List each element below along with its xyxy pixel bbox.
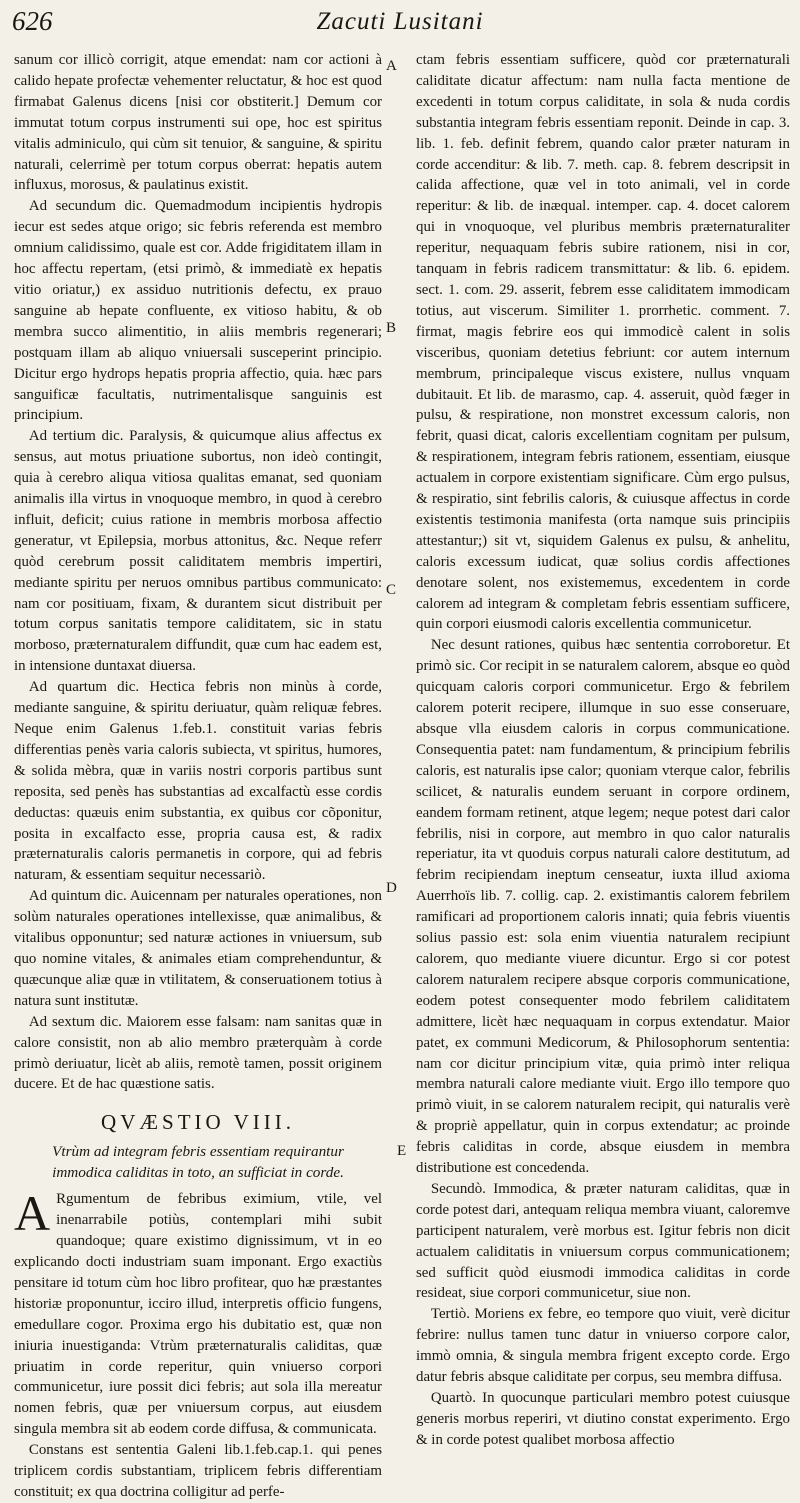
paragraph <box>14 1185 382 1440</box>
paragraph: ctam febris essentiam sufficere, quòd cor præternaturali caliditate dicatur affectum: nam nulla facta mentione de excedenti in totum corpus caliditate, in sola & nuda cordis substantia integram febris essentiam reponit. Deinde in cap. 3. lib. 1. feb. definit febrem, quando calor præter naturam in corde accenditur: & lib. 7. meth. cap. 8. febrem descripsit in calida affectione, quæ vel in toto animali, vel in corde reperitur: & lib. de inæqual. intemper. cap. 4. docet calorem qui in vnoquoque, vel pluribus membris præternaturaliter reperitur, nequaquam febris subire rationem, nisi in cor, tanquam in febris radicem transmittatur: & lib. 6. epidem. sect. 1. com. 29. asserit, febrem esse caliditatem immodicam totius, aut viscerum. Similiter 1. prorrhetic. comment. 7. firmat, magis febrire eos qui immodicè calent in solis visceribus, quoniam detetius febriunt: cor autem internum membrum, principaleque viscus existere, nullus vnquam dubitauit. Et lib. de marasmo, cap. 4. asseruit, quòd fæger in pulsu, & respiratione, non monstret excessum caloris, non febrit, quasi dicat, caloris excellentiam cognitam per pulsum, & respirationem, integram febris rationem, essentiam, eiusque actualem in corpore existentiam significare. Cùm ergo pulsus, & respiratio, sint febrilis caloris, & cuiusque affectus in corde existentis testimonia manifesta (orta namque suis principiis attestantur;) sit vt, siquidem Galenus ex pulsu, & anhelitu, caloris excessum iudicat, quæ solius cordis affectiones denotare solent, nos existememus, excedentem in corde calorem ad integram & completam febris essentiam sufficere, quin corpori eiusmodi caloris excellentia communicetur. <box>416 52 790 633</box>
paragraph: Ad quartum dic. Hectica febris non minùs à corde, mediante sanguine, & spiritu deriuatur, quàm reliquæ febres. Neque enim Galenus 1.feb.1. constituit varias febris differentias penès varia caloris subiecta, vt spiritus, humores, & solida mèbra, quæ in variis nostri corporis partibus sunt reposita, sed penès has substantias ad excalfactù esse cordis deductas: quæuis enim substantia, ex quibus cor cõponitur, posita in excalfacto esse, propria causa est, & radix præternaturalis caloris permanetis in corpore, qui ad febris naturam, & essentiam sequitur necessariò. <box>14 679 382 884</box>
page-header <box>0 4 800 48</box>
drop-cap: A <box>14 1185 51 1242</box>
left-column <box>14 50 382 1503</box>
question-heading: QVÆSTIO VIII. <box>101 1110 295 1135</box>
paragraph: Ad tertium dic. Paralysis, & quicumque alius affectus ex sensus, aut motus priuatione subortus, non ideò contingit, quia à cerebro aliqua vitiosa qualitas emanat, sed quoniam animalis illa virtus in vnoquoque membro, in quod à cerebro influit, deficit; cuius ratione in membris morbosa affectio generatur, vt Epilepsia, morbus attonitus, &c. Neque referr quòd cerebrum possit caliditatem membris impertiri, mediante spiritu per neruos omnibus partibus communicato: nam cor positiuam, fixam, & durantem sicut distribuit per totum corpus sanitatis tempore caliditatem, sic in statu morboso, præternaturalem diffundit, quæ cum hac eadem est, in intensione duntaxat diuersa. <box>14 428 382 675</box>
paragraph: Nec desunt rationes, quibus hæc sententia corroboretur. Et primò sic. Cor recipit in se naturalem calorem, absque eo quòd quicquam caloris corpori communicetur. Ergo & febrilem calorem poterit recipere, illumque in suo esse conseruare, absque vlla eiusdem caloris in corpus communicatione. Consequentia patet: nam fundamentum, & principium febrilis caloris, est naturalis ipse calor; quoniam vterque calor, febrilis scilicet, & naturalis eundem seruant in corpore ordinem, eandem formam retinent, atque legem; neque potest dari calor febrilis, nisi in corpore, aut membro in quo calor naturalis reperiatur, ita vt quoduis corpus naturali calore destitutum, ad febrim recipiendam ineptum censeatur, iuxta illud axioma Auerrhoïs lib. 7. collig. cap. 2. existimantis calorem febrilem ramificari ad proportionem caloris innati; quia febris viuentis solius passio est: sola enim viuentia naturalem recipiunt calorem, quo mediante viuere dicuntur. Ergo si cor potest calorem naturalem recipere absque corporis communicatione, eodem potest consequenter modo febrilem caliditatem admittere, licèt hæc nequaquam in corpus extendatur. Maior patet, ex communi Medicorum, & Philosophorum sententia: nam cor dicitur principium vitæ, quia primò inter reliqua membra naturali calore mediante viuit. Ergo illo tempore quo primò viuit, in se calorem naturalem recipit, qui naturalis verè & propriè appellatur, quin in corpus extendatur; ac proinde febris caliditas in corde, absque eiusdem in membra distributione est concedenda. <box>416 637 790 1177</box>
paragraph: Ad quintum dic. Auicennam per naturales operationes, non solùm naturales operationes intellexisse, quæ animalibus, & vitalibus opponuntur; sed naturæ actiones in vniuersum, sub quo nomine vitales, & animales etiam comprehenduntur, & quæcunque aliæ quæ in vtilitatem, & conseruationem totius à natura sunt institutæ. <box>14 888 382 1009</box>
running-head: Zacuti Lusitani <box>316 8 484 35</box>
page-number: 626 <box>12 6 53 36</box>
paragraph: Ad secundum dic. Quemadmodum incipientis hydropis iecur est sedes atque origo; sic febris referenda est membro omnium calidissimo, quale est cor. Adde frigiditatem illam in hoc affectu repertam, (etsi primò, & immediatè ex hepatis vitio oriatur,) ex assiduo nutritionis defectu, ex prauo sanguine ab hepate confluente, ex vitioso habitu, & ob membra succo alimentitio, in aliis membris regenerari; postquam illam ab aliquo vniuersali susceperint principio. Dicitur ergo hydrops hepatis propria affectio, quia. hæc pars sanguificæ facultatis, nutrimentalisque sanguinis est principium. <box>14 198 382 424</box>
question-subtitle: Vtrùm ad integram febris essentiam requirantur immodica caliditas in toto, an sufficiat in corde. <box>52 1143 344 1182</box>
paragraph: Ad sextum dic. Maiorem esse falsam: nam sanitas quæ in calore consistit, non ab alio membro præterquàm à corde primò deriuatur, licèt ab aliis, remotè tamen, possit originem ducere. Et de hac quæstione satis. <box>14 1013 382 1093</box>
paragraph: Tertiò. Moriens ex febre, eo tempore quo viuit, verè dicitur febrire: nullus tamen tunc datur in vniuerso corpore calor, immò omnia, & singula membra frigent excepto corde. Ergo datur febris absque caliditate per corpus, seu membra diffusa. <box>416 1306 790 1386</box>
margin-letter-d: D <box>386 880 397 896</box>
paragraph: Secundò. Immodica, & præter naturam caliditas, quæ in corde potest dari, antequam reliqua membra viuant, caloremve participent naturalem, verè morbus est. Igitur febris non dicit actualem caliditatis in vniuersum corpus communicationem; sed sufficit quòd eiusmodi immodica caliditas in corde resideat, siue corpori communicetur, siue non. <box>416 1180 790 1302</box>
paragraph: Quartò. In quocunque particulari membro potest cuiusque generis morbus reperiri, vt diutino constat experimento. Ergo & in corde potest qualibet morbosa affectio <box>416 1390 790 1448</box>
paragraph: sanum cor illicò corrigit, atque emendat: nam cor actioni à calido hepate profectæ vehementer reluctatur, & hoc est quod firmabat Galenus dicens [nisi cor obstiterit.] Demum cor immutat totum corpus instrumenti sui ope, hoc est spiritus vitalis adminiculo, qui cùm sit tenuior, & sanguine, & spiritu naturali, celerrimè per totum corpus oberrat: hepatis autem influxus, morosus, & paulatinus existit. <box>14 52 382 194</box>
margin-letter-a: A <box>386 58 397 74</box>
right-column <box>416 50 790 1451</box>
margin-letter-e: E <box>397 1143 407 1159</box>
margin-letter-c: C <box>386 582 397 598</box>
paragraph: Constans est sententia Galeni lib.1.feb.cap.1. qui penes triplicem cordis substantiam, triplicem febris differentiam constituit; ex qua doctrina colligitur ad perfe- <box>14 1442 382 1500</box>
paragraph-text: Rgumentum de febribus eximium, vtile, vel inenarrabile potiùs, contemplari mihi subit quandoque; quare existimo dignissimum, vt in eo explicando docti industriam suam imponant. Ergo exactiùs pensitare id totum cùm hoc libro profitear, quo hæ præstantes historiæ proponuntur, icciro illud, interpretis officio fungens, emedullare cogor. Proxima ergo his dubitatio est, quæ non iniuria inuestiganda: Vtrùm præternaturalis caliditas, quæ priuatim in corde reperitur, quin vniuerso corpori communicetur, iure possit dici febris; aut sola illa mereatur nomen febris, quæ per vniuersum corpus, aut eiusdem singula membra sit ab eodem corde diffusa, & communicata. <box>14 1191 382 1438</box>
margin-letter-b: B <box>386 320 397 336</box>
